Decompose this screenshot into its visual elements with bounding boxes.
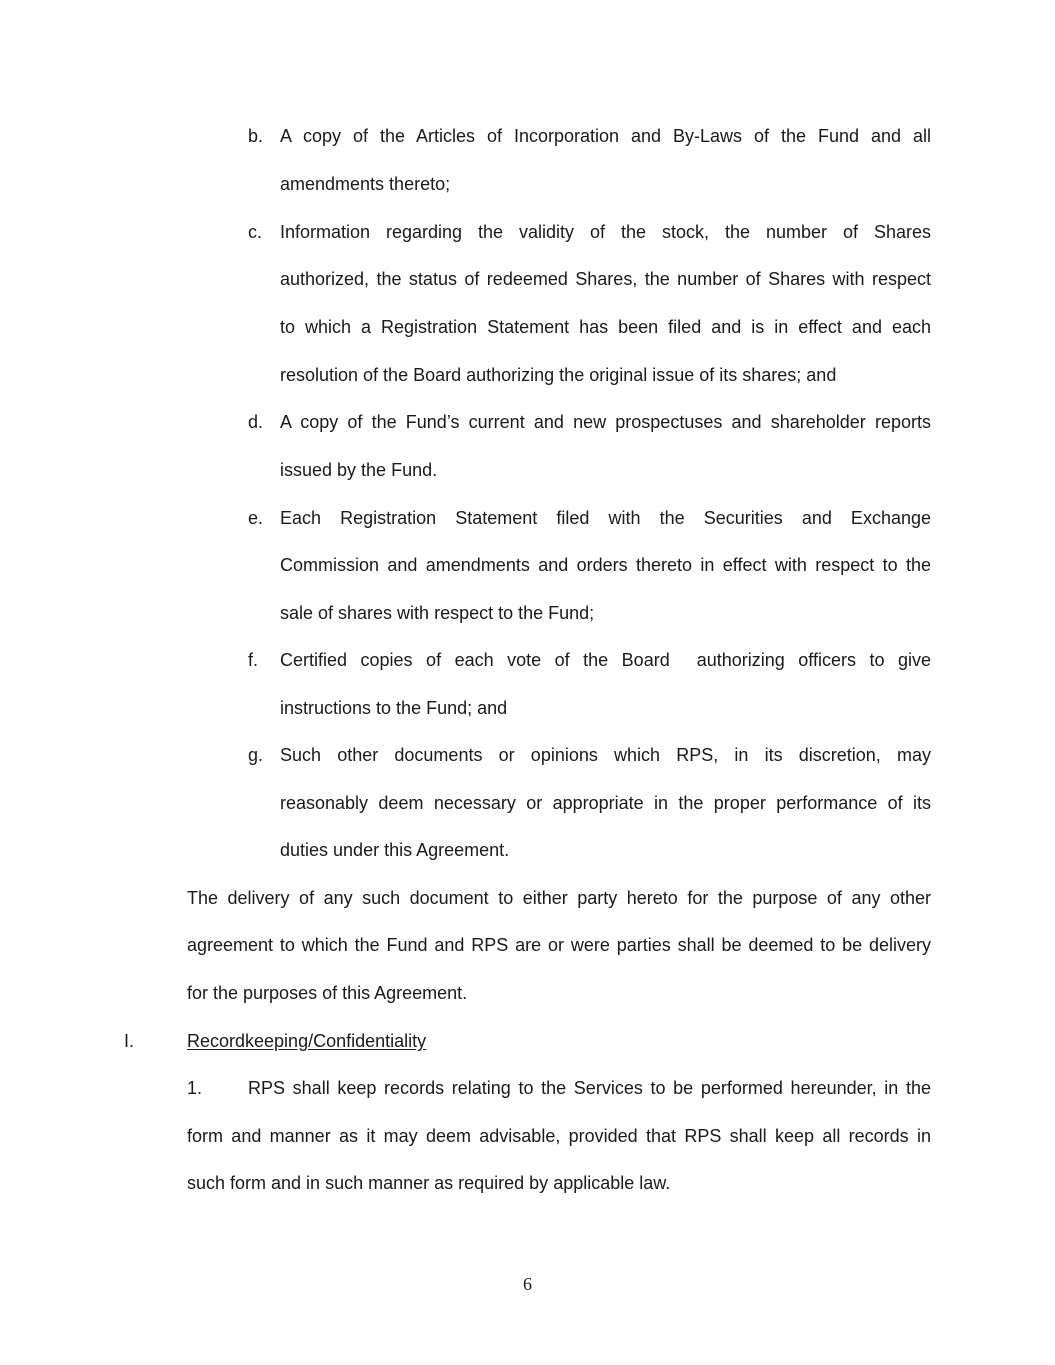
list-item-line: Such other documents or opinions which RPS, in its discretion, may	[280, 745, 931, 765]
list-item-line: issued by the Fund.	[280, 460, 438, 480]
list-item-line: authorized, the status of redeemed Shares, the number of Shares with respect	[280, 269, 931, 289]
section-heading: Recordkeeping/Confidentiality	[187, 1031, 427, 1051]
page-number: 6	[523, 1274, 532, 1294]
list-marker: d.	[248, 412, 264, 432]
paragraph-line: agreement to which the Fund and RPS are or were parties shall be deemed to be delivery	[187, 935, 931, 955]
paragraph-line: such form and in such manner as required by applicable law.	[187, 1173, 671, 1193]
list-item-line: amendments thereto;	[280, 174, 451, 194]
list-item-line: Each Registration Statement filed with the Securities and Exchange	[280, 508, 931, 528]
list-item-line: Commission and amendments and orders thereto in effect with respect to the	[280, 555, 931, 575]
list-marker: b.	[248, 126, 264, 146]
paragraph-line: The delivery of any such document to either party hereto for the purpose of any other	[187, 888, 931, 908]
section-marker: I.	[124, 1031, 135, 1051]
list-marker: f.	[248, 650, 259, 670]
list-item-line: instructions to the Fund; and	[280, 698, 508, 718]
list-item-line: A copy of the Fund’s current and new prospectuses and shareholder reports	[280, 412, 931, 432]
list-marker: c.	[248, 222, 263, 242]
list-marker: g.	[248, 745, 264, 765]
list-item-line: duties under this Agreement.	[280, 840, 510, 860]
paragraph-line: for the purposes of this Agreement.	[187, 983, 468, 1003]
paragraph-line: RPS shall keep records relating to the Services to be performed hereunder, in the	[248, 1078, 931, 1098]
paragraph-number: 1.	[187, 1078, 203, 1098]
list-item-line: Certified copies of each vote of the Board authorizing officers to give	[280, 650, 931, 670]
list-item-line: A copy of the Articles of Incorporation and By-Laws of the Fund and all	[280, 126, 931, 146]
list-item-line: sale of shares with respect to the Fund;	[280, 603, 595, 623]
list-item-line: reasonably deem necessary or appropriate in the proper performance of its	[280, 793, 931, 813]
paragraph-line: form and manner as it may deem advisable, provided that RPS shall keep all records in	[187, 1126, 931, 1146]
list-item-line: Information regarding the validity of the stock, the number of Shares	[280, 222, 931, 242]
list-marker: e.	[248, 508, 264, 528]
list-item-line: to which a Registration Statement has been filed and is in effect and each	[280, 317, 931, 337]
list-item-line: resolution of the Board authorizing the original issue of its shares; and	[280, 365, 837, 385]
